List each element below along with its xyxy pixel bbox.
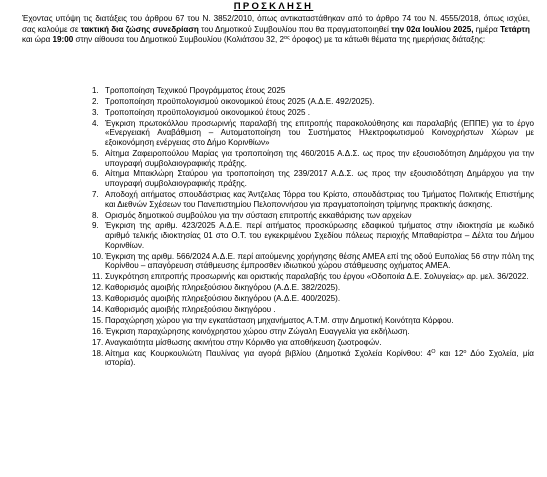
agenda-item xyxy=(22,211,534,221)
agenda-item xyxy=(22,272,534,282)
item-text: Έγκριση πρωτοκόλλου προσωρινής παραλαβή της επιτροπής παρακολούθησης και παραλαβής (ΕΠΠΕ) για το έργο «Ενεργειακή Αναβάθμιση – Αυτοματοποίηση του Συστήματος Ηλεκτροφωτισμού Κοινοχρήστων Χώρων με εξοικονόμηση ενέργειας στο Δήμο Κορινθίων» xyxy=(105,118,534,147)
document-title: ΠΡΟΣΚΛΗΣΗ xyxy=(233,1,314,12)
item-number: 7. xyxy=(92,190,99,199)
meeting-type: τακτική δια ζώσης συνεδρίαση xyxy=(80,24,199,34)
item-number: 10. xyxy=(92,251,104,261)
item-number: 12. xyxy=(92,283,104,293)
agenda-item xyxy=(22,338,534,348)
intro-text: και ώρα xyxy=(22,35,53,45)
item-number: 1. xyxy=(92,86,99,95)
agenda-item xyxy=(22,283,534,293)
item-number: 15. xyxy=(92,315,104,325)
agenda-item xyxy=(22,252,534,271)
agenda-item xyxy=(22,97,534,107)
item-text: Έγκριση παραχώρησης κοινόχρηστου χώρου στην Ζώγαλη Ευαγγελία για εκδήλωση. xyxy=(105,326,410,336)
intro-text: όροφος) με τα κάτωθι θέματα της ημερήσιας διάταξης: xyxy=(289,35,486,45)
item-text: και 12 xyxy=(435,348,464,358)
item-text: Καθορισμός αμοιβής πληρεξούσιου δικηγόρου . xyxy=(105,304,276,314)
agenda-item xyxy=(22,119,534,148)
agenda-item xyxy=(22,221,534,250)
item-text: Συγκρότηση επιτροπής προσωρινής και οριστικής παραλαβής του έργου «Οδοποιία Δ.Ε. Σολυγείας» αρ. μελ. 36/2022. xyxy=(105,272,529,282)
agenda-item xyxy=(22,305,534,315)
item-text: Καθορισμός αμοιβής πληρεξούσιου δικηγόρου (Α.Δ.Ε. 382/2025). xyxy=(105,283,341,293)
item-number: 8. xyxy=(92,210,99,220)
item-text: Αίτημα κας Κουρκουλιώτη Παυλίνας για αγορά βιβλίου (Δημοτικά Σχολεία Κορίνθου: 4 xyxy=(105,348,432,358)
item-number: 16. xyxy=(92,326,104,336)
agenda-item xyxy=(22,349,534,368)
intro-text: του Δημοτικού Συμβουλίου που θα πραγματοποιηθεί xyxy=(198,24,392,34)
intro-paragraph xyxy=(22,14,530,46)
item-number: 5. xyxy=(92,148,99,158)
item-text: Τροποποίηση προϋπολογισμού οικονομικού έτους 2025 (Α.Δ.Ε. 492/2025). xyxy=(105,96,375,106)
item-text: Παραχώρηση χώρου για την εγκατάσταση μηχανήματος Α.Τ.Μ. στην Δημοτική Κοινότητα Κόρφου. xyxy=(105,315,454,325)
item-text: Καθορισμός αμοιβής πληρεξούσιου δικηγόρου (Α.Δ.Ε. 400/2025). xyxy=(105,294,341,303)
meeting-time: 19:00 xyxy=(52,35,74,45)
item-number: 9. xyxy=(92,221,99,231)
item-text: Τροποποίηση Τεχνικού Προγράμματος έτους 2025 xyxy=(105,86,286,95)
item-text: Ορισμός δημοτικού συμβούλου για την σύσταση επιτροπής εκκαθάρισης των αρχείων xyxy=(105,210,412,220)
agenda-item xyxy=(22,149,534,168)
item-number: 13. xyxy=(92,294,104,303)
agenda-item xyxy=(22,169,534,188)
agenda-item xyxy=(22,190,534,209)
item-number: 6. xyxy=(92,169,99,179)
item-number: 14. xyxy=(92,304,104,314)
meeting-date: την 02α Ιουλίου 2025, xyxy=(391,24,474,34)
intro-text: στην αίθουσα του Δημοτικού Συμβουλίου (Κολιάτσου 32, 2 xyxy=(73,35,285,45)
item-number: 17. xyxy=(92,337,104,347)
intro-text: ημέρα xyxy=(473,24,501,34)
grade-superscript: Ο xyxy=(431,348,436,355)
item-number: 11. xyxy=(92,272,103,282)
item-text: Δύο Σχολεία, μία ιστορία). xyxy=(105,348,534,368)
item-text: Αποδοχή αιτήματος σπουδάστριας κας Άντζελας Τόρρα του Κρίστο, σπουδάστριας του Τμήματος Πολιτικής Επιστήμης και Διεθνών Σχέσεων του Πανεπιστημίου Πελοποννήσου για πραγματοποίηση τρίμηνης πρακτικής άσκησης. xyxy=(105,190,534,209)
item-text: Αίτημα Ζαφειροπούλου Μαρίας για τροποποίηση της 460/2015 Α.Δ.Σ. ως προς την εξουσιοδότηση Δημάρχου για την υπογραφή συμβολαιογραφικής πράξης. xyxy=(105,148,534,168)
item-number: 4. xyxy=(92,118,99,128)
item-number: 2. xyxy=(92,96,99,106)
agenda-item xyxy=(22,86,534,96)
grade-superscript: ο xyxy=(463,348,467,355)
agenda-item xyxy=(22,294,534,304)
agenda-item xyxy=(22,316,534,326)
item-number: 3. xyxy=(92,107,99,117)
floor-superscript: ος xyxy=(284,35,290,42)
item-text: Τροποποίηση προϋπολογισμού οικονομικού έτους 2025 . xyxy=(105,107,310,117)
item-text: Έγκριση της αριθμ. 423/2025 Α.Δ.Ε. περί αιτήματος προσκύρωσης εδαφικού τμήματος στην ιδιοκτησία με κωδικό αριθμό τελικής ιδιοκτησίας 01 στο Ο.Τ. του εγκεκριμένου Σχεδίου πόλεως περιοχής Μπαθαρίστρα – Δέλτα του Δήμου Κορινθίων. xyxy=(105,221,534,250)
item-text: Αναγκαιότητα μίσθωσης ακινήτου στην Κόρινθο για αποθήκευση ζωοτροφών. xyxy=(105,337,382,347)
intro-text: Έχοντας υπόψη τις διατάξεις του άρθρου 67 του Ν. 3852/2010, όπως αντικαταστάθηκαν από το άρθρο 74 του Ν. 4555/2018, όπως ισχύει, σας καλούμε σε xyxy=(22,14,530,34)
agenda-list xyxy=(22,86,534,369)
item-number: 18. xyxy=(92,348,104,358)
item-text: Αίτημα Μπακλώρη Σταύρου για τροποποίηση της 239/2017 Α.Δ.Σ. ως προς την εξουσιοδότηση Δημάρχου για την υπογραφή συμβολαιογραφικής πράξης. xyxy=(105,169,534,189)
agenda-item xyxy=(22,108,534,118)
item-text: Έγκριση της αριθμ. 566/2024 Α.Δ.Ε. περί αιτούμενης χορήγησης θέσης ΑΜΕΑ επί της οδού Ευπολίας 56 στην πόλη της Κορίνθου – απαγόρευση στάθμευσης έμπροσθεν ιδιωτικού χώρου στάθμευσης οχήματος ΑΜΕΑ. xyxy=(105,251,534,271)
meeting-day: Τετάρτη xyxy=(500,24,530,34)
agenda-item xyxy=(22,327,534,337)
